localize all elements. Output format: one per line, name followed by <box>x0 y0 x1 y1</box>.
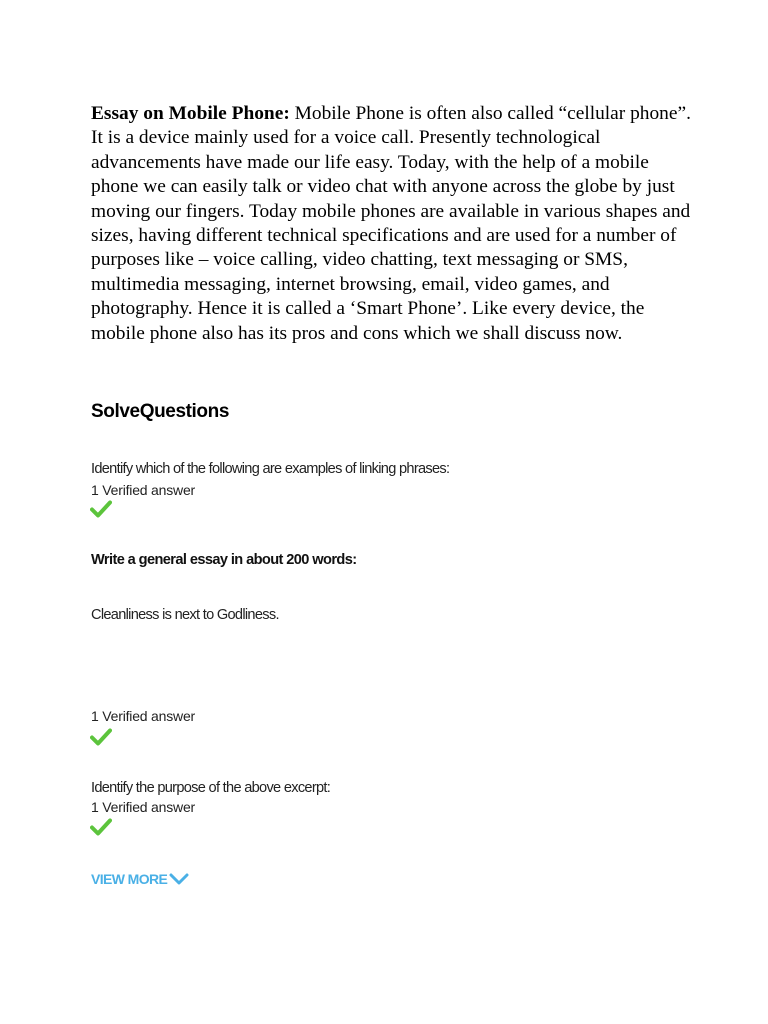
essay-body: Mobile Phone is often also called “cellular phone”. It is a device mainly used for a voice call. Presently technological advancements have made our life easy. Today, with the help of a mobile phone we can easily talk or video chat with anyone across the globe by just moving our fingers. Today mobile phones are available in various shapes and sizes, having different technical specifications and are used for a number of purposes like – voice calling, video chatting, text messaging or SMS, multimedia messaging, internet browsing, email, video games, and photography. Hence it is called a ‘Smart Phone’. Like every device, the mobile phone also has its pros and cons which we shall discuss now. <box>91 103 691 344</box>
view-more-label: VIEW MORE <box>91 871 168 887</box>
verified-answer-count: 1 Verified answer <box>91 482 195 498</box>
verified-answer-count: 1 Verified answer <box>91 708 195 724</box>
question-text[interactable]: Identify which of the following are examples of linking phrases: <box>91 461 450 477</box>
checkmark-icon <box>90 500 112 518</box>
section-title: SolveQuestions <box>91 401 229 422</box>
essay-paragraph <box>91 102 691 346</box>
verified-answer-count: 1 Verified answer <box>91 799 195 815</box>
view-more-link[interactable] <box>91 871 189 887</box>
question-text: Cleanliness is next to Godliness. <box>91 607 279 623</box>
question-title[interactable]: Write a general essay in about 200 words: <box>91 552 357 568</box>
checkmark-icon <box>90 728 112 746</box>
checkmark-icon <box>90 818 112 836</box>
essay-heading: Essay on Mobile Phone: <box>91 103 290 124</box>
question-text[interactable]: Identify the purpose of the above excerpt: <box>91 780 331 796</box>
chevron-down-icon <box>169 872 189 886</box>
